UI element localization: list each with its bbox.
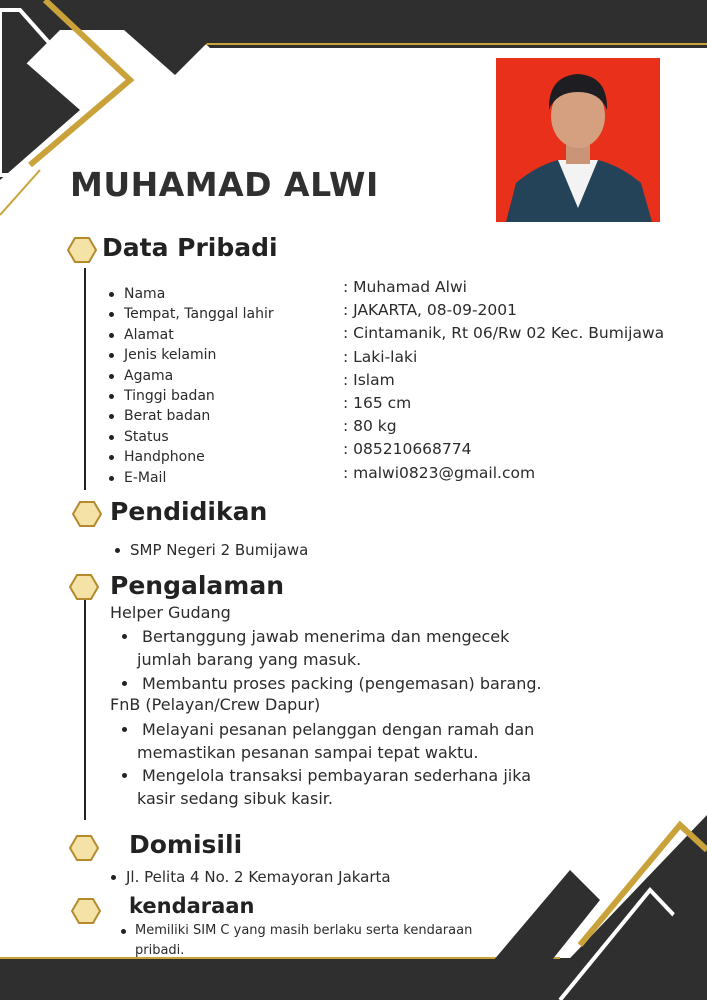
label-nama: Nama	[109, 284, 274, 304]
label-handphone: Handphone	[109, 447, 274, 467]
label-agama: Agama	[109, 366, 274, 386]
bullet-icon	[122, 727, 127, 732]
section-title-kendaraan: kendaraan	[129, 894, 255, 918]
timeline-line	[84, 600, 86, 820]
education-item: SMP Negeri 2 Bumijawa	[115, 540, 308, 560]
job-duty: Mengelola transaksi pembayaran sederhana jika kasir sedang sibuk kasir.	[142, 764, 531, 810]
label-berat-badan: Berat badan	[109, 406, 274, 426]
value-tinggi-badan: : 165 cm	[343, 393, 412, 412]
section-title-domisili: Domisili	[129, 830, 243, 859]
section-marker-icon	[69, 572, 99, 602]
section-marker-icon	[69, 833, 99, 863]
personal-values-list	[343, 276, 664, 485]
domicile-address: Jl. Pelita 4 No. 2 Kemayoran Jakarta	[111, 867, 391, 887]
section-title-pengalaman: Pengalaman	[110, 571, 284, 600]
vehicle-item: Memiliki SIM C yang masih berlaku serta kendaraan pribadi.	[121, 921, 472, 961]
bullet-icon	[121, 929, 126, 934]
value-nama: : Muhamad Alwi	[343, 278, 467, 296]
label-status: Status	[109, 427, 274, 447]
value-email: : malwi0823@gmail.com	[343, 463, 536, 482]
domicile-list	[111, 867, 391, 887]
education-list	[115, 540, 308, 560]
bullet-icon	[122, 681, 127, 686]
section-title-pendidikan: Pendidikan	[110, 497, 268, 526]
label-tinggi-badan: Tinggi badan	[109, 386, 274, 406]
section-marker-icon	[72, 499, 102, 529]
candidate-name: MUHAMAD ALWI	[70, 165, 379, 204]
bullet-icon	[122, 773, 127, 778]
section-title-data-pribadi: Data Pribadi	[102, 233, 278, 262]
value-tempat-tanggal-lahir: : JAKARTA, 08-09-2001	[343, 301, 517, 320]
timeline-line	[84, 268, 86, 490]
value-agama: : Islam	[343, 370, 395, 389]
label-tempat-tanggal-lahir: Tempat, Tanggal lahir	[109, 304, 274, 324]
profile-photo	[496, 58, 660, 222]
job-duty: Bertanggung jawab menerima dan mengecek jumlah barang yang masuk.	[142, 625, 509, 671]
label-alamat: Alamat	[109, 325, 274, 345]
job-duty: Membantu proses packing (pengemasan) barang.	[142, 672, 542, 695]
label-jenis-kelamin: Jenis kelamin	[109, 345, 274, 365]
personal-labels-list	[109, 284, 274, 488]
value-handphone: : 085210668774	[343, 440, 472, 459]
section-marker-icon	[71, 896, 101, 926]
job-title: FnB (Pelayan/Crew Dapur)	[110, 695, 321, 714]
section-marker-icon	[67, 235, 97, 265]
job-title: Helper Gudang	[110, 603, 231, 622]
label-email: E-Mail	[109, 468, 274, 488]
value-berat-badan: : 80 kg	[343, 417, 397, 436]
job-duty: Melayani pesanan pelanggan dengan ramah dan memastikan pesanan sampai tepat waktu.	[142, 718, 534, 764]
value-alamat: : Cintamanik, Rt 06/Rw 02 Kec. Bumijawa	[343, 324, 665, 343]
bullet-icon	[122, 634, 127, 639]
value-jenis-kelamin: : Laki-laki	[343, 347, 418, 366]
